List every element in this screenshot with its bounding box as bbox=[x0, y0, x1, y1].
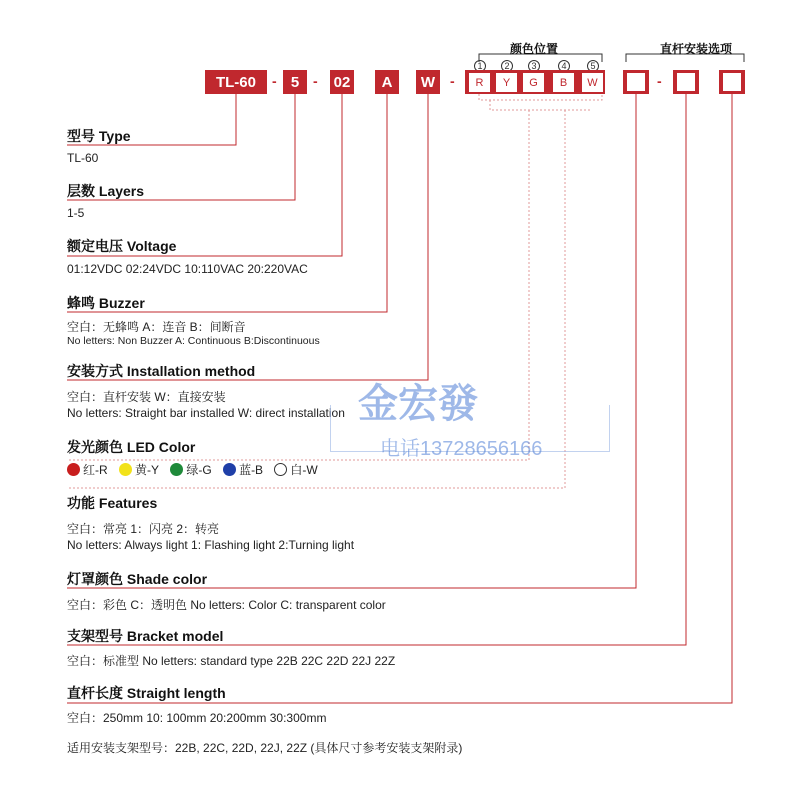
watermark-phone: 电话13728656166 bbox=[380, 438, 543, 460]
green-dot-icon bbox=[170, 463, 183, 476]
section-length-line: 空白：250mm 10: 100mm 20:200mm 30:300mm bbox=[67, 711, 327, 725]
color-code-g: G bbox=[523, 73, 544, 92]
section-install-title: 安装方式 Installation method bbox=[67, 363, 256, 379]
footer-note: 适用安装支架型号：22B, 22C, 22D, 22J, 22Z (具体尺寸参考安装支架附录) bbox=[67, 741, 463, 755]
color-position-label: 颜色位置 bbox=[510, 42, 559, 56]
code-box-voltage: 02 bbox=[330, 70, 354, 94]
section-type-title: 型号 Type bbox=[67, 128, 131, 144]
code-box-length bbox=[719, 70, 745, 94]
watermark-name: 金宏發 bbox=[358, 382, 478, 426]
color-code-b: B bbox=[553, 73, 574, 92]
section-features-line-en: No letters: Always light 1: Flashing light 2:Turning light bbox=[67, 538, 355, 552]
section-length-title: 直杆长度 Straight length bbox=[67, 685, 226, 701]
section-layers-line: 1-5 bbox=[67, 206, 85, 220]
led-color-list bbox=[67, 461, 326, 478]
yellow-dot-icon bbox=[119, 463, 132, 476]
section-bracket-title: 支架型号 Bracket model bbox=[67, 628, 224, 644]
dash: - bbox=[657, 73, 662, 89]
section-features-title: 功能 Features bbox=[67, 495, 158, 511]
section-shade-line: 空白：彩色 C：透明色 No letters: Color C: transparent color bbox=[67, 598, 386, 612]
section-features-line-cn: 空白：常亮 1：闪亮 2：转亮 bbox=[67, 522, 220, 536]
color-code-y: Y bbox=[496, 73, 517, 92]
section-install-line-en: No letters: Straight bar installed W: direct installation bbox=[67, 406, 345, 420]
straight-bar-option-label: 直杆安装选项 bbox=[660, 42, 733, 56]
code-box-type: TL-60 bbox=[205, 70, 267, 94]
position-number: 4 bbox=[558, 60, 570, 72]
section-voltage-title: 额定电压 Voltage bbox=[67, 238, 177, 254]
dash: - bbox=[313, 73, 318, 89]
color-code-r: R bbox=[469, 73, 490, 92]
led-white: 白-W bbox=[274, 463, 317, 477]
blue-dot-icon bbox=[223, 463, 236, 476]
code-box-bracket bbox=[673, 70, 699, 94]
dash: - bbox=[272, 73, 277, 89]
position-number: 2 bbox=[501, 60, 513, 72]
white-dot-icon bbox=[274, 463, 287, 476]
position-number: 1 bbox=[474, 60, 486, 72]
code-box-layers: 5 bbox=[283, 70, 307, 94]
position-number: 3 bbox=[528, 60, 540, 72]
color-code-w: W bbox=[582, 73, 603, 92]
dash: - bbox=[450, 73, 455, 89]
code-box-buzzer: A bbox=[375, 70, 399, 94]
section-shade-title: 灯罩颜色 Shade color bbox=[67, 571, 208, 587]
code-box-install: W bbox=[416, 70, 440, 94]
section-buzzer-line-en: No letters: Non Buzzer A: Continuous B:Discontinuous bbox=[67, 335, 320, 347]
code-box-shade bbox=[623, 70, 649, 94]
section-voltage-line: 01:12VDC 02:24VDC 10:110VAC 20:220VAC bbox=[67, 262, 308, 276]
section-install-line-cn: 空白：直杆安装 W：直接安装 bbox=[67, 390, 226, 404]
red-dot-icon bbox=[67, 463, 80, 476]
led-yellow: 黄-Y bbox=[119, 463, 159, 477]
led-green: 绿-G bbox=[170, 463, 211, 477]
section-led-title: 发光颜色 LED Color bbox=[67, 439, 196, 455]
led-red: 红-R bbox=[67, 463, 108, 477]
section-buzzer-line-cn: 空白：无蜂鸣 A：连音 B：间断音 bbox=[67, 320, 246, 334]
section-bracket-line: 空白：标准型 No letters: standard type 22B 22C 22D 22J 22Z bbox=[67, 654, 396, 668]
position-number: 5 bbox=[587, 60, 599, 72]
section-buzzer-title: 蜂鸣 Buzzer bbox=[67, 295, 145, 311]
section-layers-title: 层数 Layers bbox=[67, 183, 145, 199]
section-type-line: TL-60 bbox=[67, 151, 99, 165]
led-blue: 蓝-B bbox=[223, 463, 263, 477]
